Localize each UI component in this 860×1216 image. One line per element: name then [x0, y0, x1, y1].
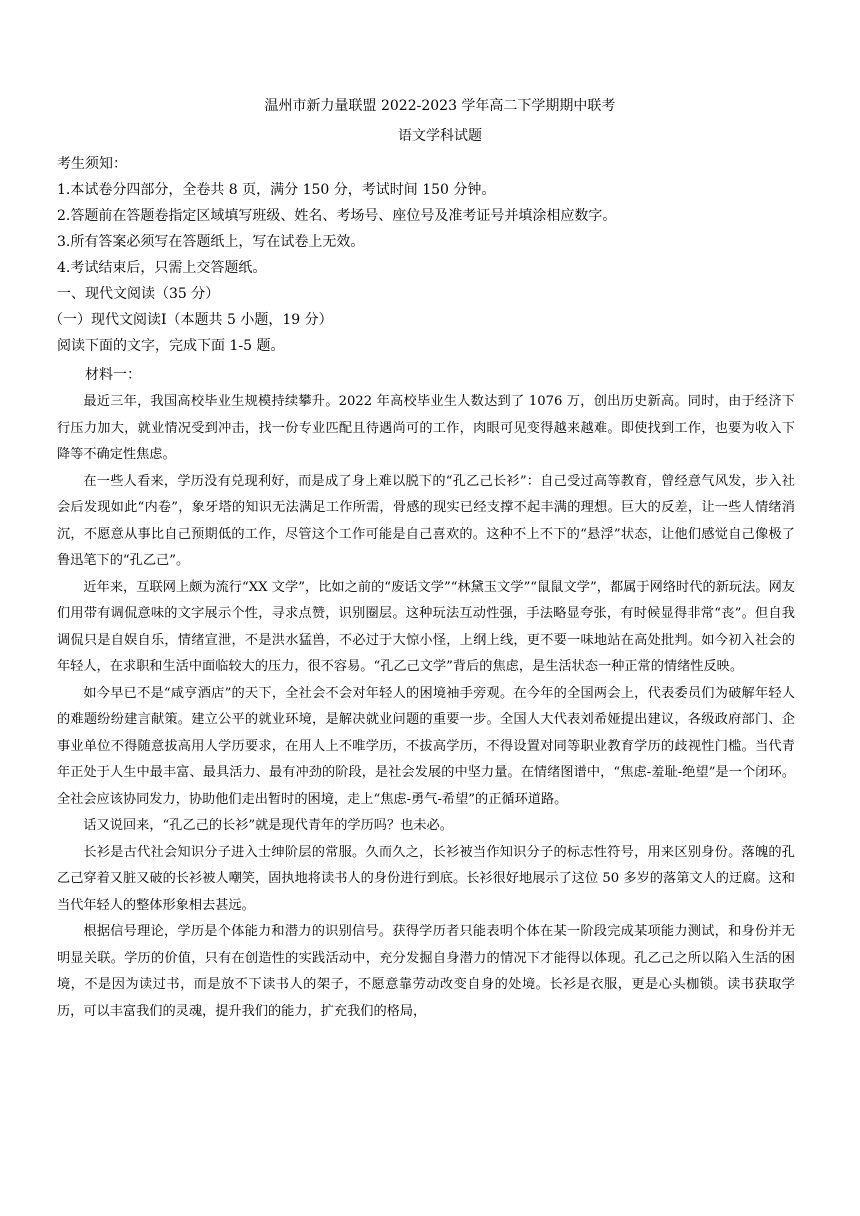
notice-item: 1.本试卷分四部分，全卷共 8 页，满分 150 分，考试时间 150 分钟。 — [57, 182, 496, 198]
subsection-heading: （一）现代文阅读Ⅰ（本题共 5 小题，19 分） — [49, 312, 333, 328]
passage-paragraph: 最近三年，我国高校毕业生规模持续攀升。2022 年高校毕业生人数达到了 1076 万，创出历史新高。同时，由于经济下行压力加大，就业情况受到冲击，找一份专业匹配且待遇尚可的工作，肉眼可见变得越来越难。即使找到工作，也要为收入下降等不确定性焦虑。 — [57, 394, 795, 462]
passage-paragraph: 根据信号理论，学历是个体能力和潜力的识别信号。获得学历者只能表明个体在某一阶段完成某项能力测试，和身份并无明显关联。学历的价值，只有在创造性的实践活动中，充分发掘自身潜力的情况下才能得以体现。孔乙己之所以陷入生活的困境，不是因为读过书，而是放不下读书人的架子，不愿意靠劳动改变自身的处境。长衫是衣服，更是心头枷锁。读书获取学历，可以丰富我们的灵魂，提升我们的能力，扩充我们的格局， — [57, 924, 795, 1019]
notice-heading: 考生须知： — [57, 156, 127, 172]
passage-paragraph: 长衫是古代社会知识分子进入士绅阶层的常服。久而久之，长衫被当作知识分子的标志性符号，用来区别身份。落魄的孔乙己穿着又脏又破的长衫被人嘲笑，固执地将读书人的身份进行到底。长衫很好地展示了这位 50 多岁的落第文人的迂腐。这和当代年轻人的整体形象相去甚远。 — [57, 844, 795, 913]
passage-paragraph: 近年来，互联网上颇为流行“XX 文学”，比如之前的“废话文学”“林黛玉文学”“鼠鼠文学”，都属于网络时代的新玩法。网友们用带有调侃意味的文字展示个性，寻求点赞，识别圈层。这种玩法互动性强，手法略显夸张，有时候显得非常“丧”。但自我调侃只是自娱自乐，情绪宣泄，不是洪水猛兽，不必过于大惊小怪，上纲上线，更不要一味地站在高处批判。如今初入社会的年轻人，在求职和生活中面临较大的压力，很不容易。“孔乙己文学”背后的焦虑，是生活状态一种正常的情绪性反映。 — [57, 579, 795, 674]
notice-item: 2.答题前在答题卷指定区域填写班级、姓名、考场号、座位号及准考证号并填涂相应数字。 — [57, 208, 617, 224]
passage-paragraph: 如今早已不是“咸亨酒店”的天下，全社会不会对年轻人的困境袖手旁观。在今年的全国两会上，代表委员们为破解年轻人的难题纷纷建言献策。建立公平的就业环境，是解决就业问题的重要一步。全国人大代表刘希娅提出建议，各级政府部门、企事业单位不得随意拔高用人学历要求，在用人上不唯学历，不拔高学历，不得设置对同等职业教育学历的歧视性门槛。当代青年正处于人生中最丰富、最具活力、最有冲劲的阶段，是社会发展的中坚力量。在情绪图谱中，“焦虑-羞耻-绝望”是一个闭环。全社会应该协同发力，协助他们走出暂时的困境，走上“焦虑-勇气-希望”的正循环道路。 — [57, 685, 795, 807]
passage-paragraph: 在一些人看来，学历没有兑现利好，而是成了身上难以脱下的“孔乙己长衫”：自己受过高等教育，曾经意气风发，步入社会后发现如此“内卷”，象牙塔的知识无法满足工作所需，骨感的现实已经支撑不起丰满的理想。巨大的反差，让一些人情绪消沉，不愿意从事比自己预期低的工作，尽管这个工作可能是自己喜欢的。这种不上不下的“悬浮”状态，让他们感觉自己像极了鲁迅笔下的“孔乙己”。 — [57, 473, 795, 568]
reading-section — [49, 281, 795, 1025]
notice-item: 4.考试结束后，只需上交答题纸。 — [57, 260, 267, 276]
material-label: 材料一： — [85, 367, 141, 383]
exam-title: 温州市新力量联盟 2022-2023 学年高二下学期期中联考 — [264, 98, 616, 114]
exam-page — [49, 97, 795, 1025]
notice-item: 3.所有答案必须写在答题纸上，写在试卷上无效。 — [57, 234, 365, 250]
passage-paragraph: 话又说回来，“孔乙己的长衫”就是现代青年的学历吗？也未必。 — [83, 818, 453, 833]
candidate-notice — [57, 151, 795, 281]
reading-instruction: 阅读下面的文字，完成下面 1-5 题。 — [57, 338, 285, 354]
section-heading: 一、现代文阅读（35 分） — [57, 286, 220, 302]
exam-subtitle: 语文学科试题 — [398, 128, 482, 144]
